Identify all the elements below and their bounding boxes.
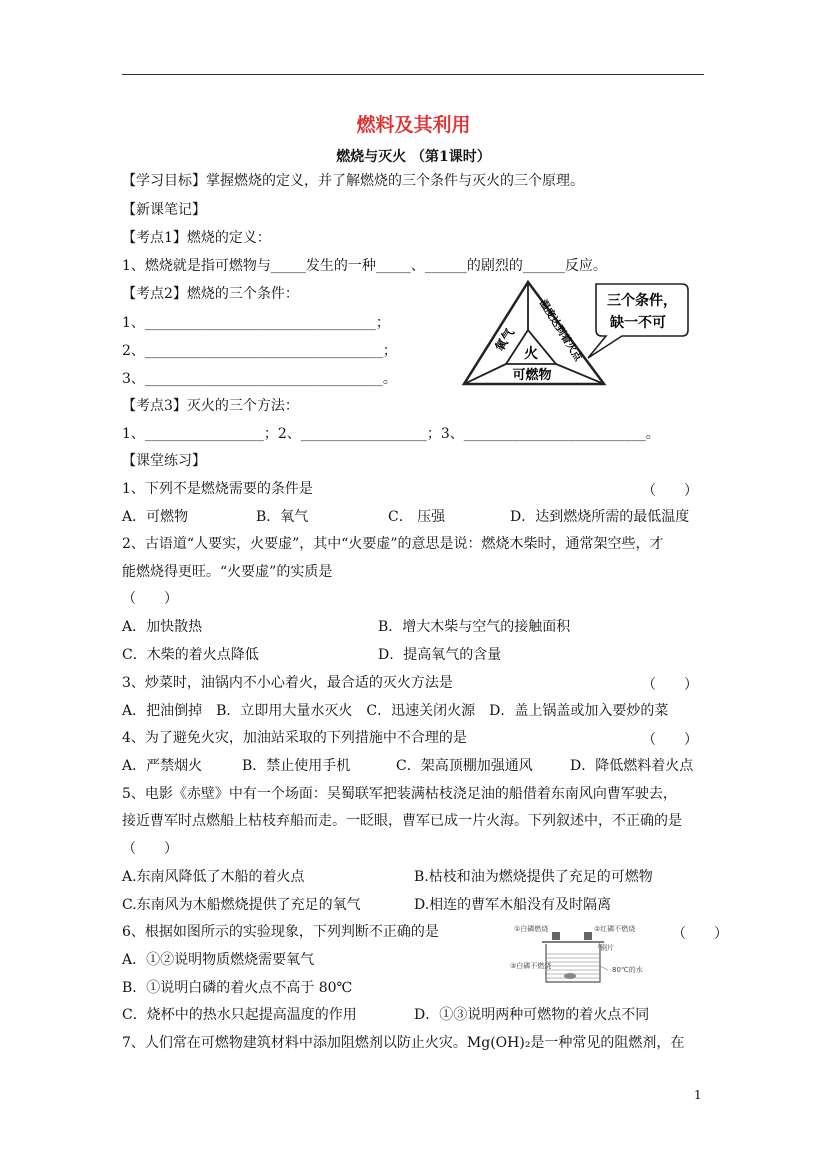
q1-option-b: B．氧气 (256, 509, 309, 525)
triangle-bottom-label: 可燃物 (512, 368, 552, 383)
answer-paren-3: （ ） (642, 677, 698, 693)
triangle-right-label: 温度达到着火点 (536, 298, 584, 364)
question-1: 1、下列不是燃烧需要的条件是 (122, 481, 313, 497)
point-2-heading: 【考点2】燃烧的三个条件： (122, 286, 299, 302)
question-2-line-1: 2、古语道“人要实，火要虚”，其中“火要虚”的意思是说：燃烧木柴时，通常架空些，才 (122, 536, 664, 552)
exp-label-2: ②红磷不燃烧 (594, 925, 636, 933)
q5-option-c: C.东南风为木船燃烧提供了充足的氧气 (122, 897, 361, 913)
q4-option-c: C．架高顶棚加强通风 (396, 758, 533, 774)
triangle-center-label: 火 (524, 346, 538, 362)
answer-paren-1: （ ） (642, 483, 698, 499)
notes-heading: 【新课笔记】 (122, 202, 206, 218)
q4-option-a: A．严禁烟火 (122, 758, 203, 774)
header-rule (122, 74, 704, 75)
fire-triangle-diagram (460, 278, 710, 390)
point-3-question: 1、_________________；2、__________________；3、__________________________。 (122, 426, 660, 442)
q1-option-a: A．可燃物 (122, 509, 189, 525)
q2-option-b: B．增大木柴与空气的接触面积 (378, 619, 571, 635)
q3-options: A．把油倒掉 B．立即用大量水灭火 C．迅速关闭火源 D．盖上锅盖或加入要炒的菜 (122, 703, 669, 719)
question-3: 3、炒菜时，油锅内不小心着火，最合适的灭火方法是 (122, 675, 453, 691)
point-1-question: 1、燃烧就是指可燃物与_____发生的一种_____、______的剧烈的______反应。 (122, 258, 607, 274)
question-5-line-2: 接近曹军时点燃船上枯枝弃船而走。一眨眼，曹军已成一片火海。下列叙述中，不正确的是 (122, 813, 682, 829)
exp-label-1: ①白磷燃烧 (514, 925, 549, 933)
callout-line-1: 三个条件， (607, 293, 677, 309)
exp-label-5: 80℃的水 (612, 966, 643, 974)
question-7: 7、人们常在可燃物建筑材料中添加阻燃剂以防止火灾。Mg(OH)₂是一种常见的阻燃剂，在 (122, 1035, 685, 1051)
point-2-blank-1: 1、_________________________________； (122, 315, 390, 331)
q6-option-a: A．①②说明物质燃烧需要氧气 (122, 952, 315, 968)
point-1-heading: 【考点1】燃烧的定义： (122, 230, 271, 246)
experiment-diagram (508, 920, 668, 986)
q5-option-d: D.相连的曹军木船没有及时隔离 (414, 897, 612, 913)
point-3-heading: 【考点3】灭火的三个方法： (122, 398, 299, 414)
q4-option-b: B．禁止使用手机 (242, 758, 351, 774)
q5-option-b: B.枯枝和油为燃烧提供了充足的可燃物 (414, 869, 653, 885)
point-2-blank-3: 3、__________________________________。 (122, 371, 397, 387)
q1-option-c: C． 压强 (388, 509, 446, 525)
answer-paren-5: （ ） (122, 841, 178, 857)
callout-line-2: 缺一不可 (610, 315, 666, 331)
answer-paren-4: （ ） (642, 732, 698, 748)
q1-option-d: D．达到燃烧所需的最低温度 (510, 509, 690, 525)
q5-option-a: A.东南风降低了木船的着火点 (122, 869, 305, 885)
q6-option-c: C．烧杯中的热水只起提高温度的作用 (122, 1007, 357, 1023)
triangle-left-label: 氧气 (492, 325, 517, 354)
exp-label-3: ③白磷不燃烧 (510, 962, 552, 970)
answer-paren-6: （ ） (672, 926, 728, 942)
question-2-line-2: 能燃烧得更旺。“火要虚”的实质是 (122, 564, 333, 580)
answer-paren-2: （ ） (122, 591, 178, 607)
page-subtitle: 燃烧与灭火 （第1课时） (336, 149, 491, 165)
q2-option-d: D．提高氧气的含量 (378, 647, 502, 663)
point-2-blank-2: 2、__________________________________； (122, 343, 397, 359)
learning-goal: 【学习目标】掌握燃烧的定义，并了解燃烧的三个条件与灭火的三个原理。 (122, 173, 584, 189)
page-number: 1 (694, 1088, 702, 1102)
practice-heading: 【课堂练习】 (122, 453, 206, 469)
q2-option-c: C．木柴的着火点降低 (122, 647, 259, 663)
exp-label-4: 铜片 (600, 944, 614, 952)
q2-option-a: A．加快散热 (122, 619, 203, 635)
question-6: 6、根据如图所示的实验现象，下列判断不正确的是 (122, 924, 439, 940)
q4-option-d: D．降低燃料着火点 (570, 758, 694, 774)
q6-option-d: D．①③说明两种可燃物的着火点不同 (414, 1007, 650, 1023)
page-title: 燃料及其利用 (356, 114, 471, 136)
q6-option-b: B．①说明白磷的着火点不高于 80℃ (122, 980, 353, 996)
question-5-line-1: 5、电影《赤壁》中有一个场面：吴蜀联军把装满枯枝浇足油的船借着东南风向曹军驶去， (122, 786, 677, 802)
question-4: 4、为了避免火灾，加油站采取的下列措施中不合理的是 (122, 730, 467, 746)
